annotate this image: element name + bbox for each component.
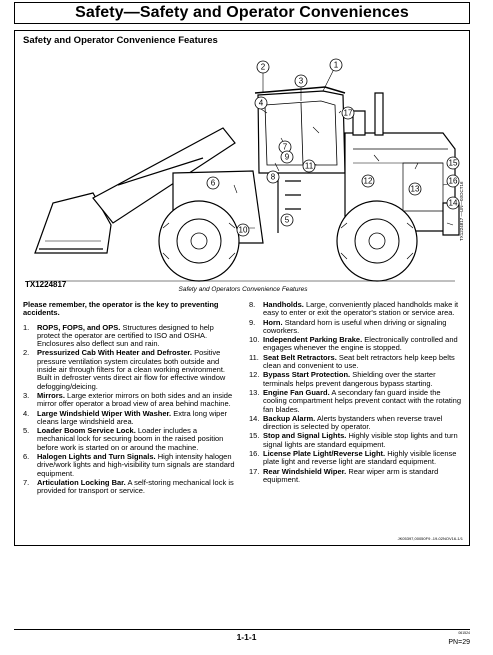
footer-code: 061524 xyxy=(458,631,470,635)
feature-item xyxy=(249,354,465,371)
callout-14: 14 xyxy=(448,198,458,208)
callout-7: 7 xyxy=(282,142,288,152)
features-column-left xyxy=(23,301,235,497)
page-number: 1-1-1 xyxy=(236,632,257,642)
feature-item xyxy=(23,349,235,390)
callout-1: 1 xyxy=(333,60,339,70)
page-title: Safety—Safety and Operator Conveniences xyxy=(75,4,409,21)
feature-title: Pressurized Cab With Heater and Defroster. xyxy=(37,348,192,358)
feature-number: 9. xyxy=(249,317,256,327)
callout-15: 15 xyxy=(448,158,458,168)
feature-title: Horn. xyxy=(263,317,283,327)
side-code: TX1224817 —UN—03OCT16 xyxy=(459,181,464,241)
feature-title: Engine Fan Guard. xyxy=(263,387,330,397)
feature-title: Handholds. xyxy=(263,300,304,309)
feature-description: Large, conveniently placed handholds make it easy to enter or exit the operator's station or service area. xyxy=(263,300,459,318)
feature-number: 16. xyxy=(249,449,260,459)
features-column-right xyxy=(249,301,465,485)
footer-pn: PN=29 xyxy=(448,639,470,646)
feature-item xyxy=(249,415,465,432)
feature-item xyxy=(249,468,465,485)
feature-number: 14. xyxy=(249,413,260,423)
callout-16: 16 xyxy=(448,176,458,186)
feature-description: Positive pressure ventilation system circulates both outside and inside air through filters for a clean working environment. Built in defroster vents direct air flow for effective window defogging/deicing. xyxy=(37,348,226,391)
feature-item xyxy=(23,427,235,452)
feature-number: 10. xyxy=(249,335,260,345)
feature-description: Loader includes a mechanical lock for securing boom in the raised position before work is started on or around the machine. xyxy=(37,426,224,452)
feature-number: 8. xyxy=(249,300,256,309)
callout-3: 3 xyxy=(298,76,304,86)
figure-caption: Safety and Operators Convenience Features xyxy=(178,286,308,293)
callout-10: 10 xyxy=(238,225,248,235)
feature-number: 7. xyxy=(23,477,30,487)
feature-title: License Plate Light/Reverse Light. xyxy=(263,449,386,459)
feature-number: 5. xyxy=(23,426,30,436)
page-header xyxy=(14,2,470,24)
footer-divider xyxy=(14,629,470,630)
feature-description: Electronically controlled and engages whenever the engine is stopped. xyxy=(263,335,458,353)
feature-number: 15. xyxy=(249,431,260,441)
feature-item xyxy=(23,392,235,409)
feature-description: Large exterior mirrors on both sides and an inside mirror offer operator a broad view of area behind machine. xyxy=(37,390,233,409)
feature-description: Seat belt retractors help keep belts clean and convenient to use. xyxy=(263,352,455,371)
feature-item xyxy=(249,319,465,336)
feature-number: 12. xyxy=(249,370,260,380)
feature-description: Highly visible license plate light and reverse light are standard equipment. xyxy=(263,449,457,467)
callout-4: 4 xyxy=(258,98,264,108)
wheel-loader-illustration xyxy=(23,53,461,303)
feature-title: ROPS, FOPS, and OPS. xyxy=(37,322,121,332)
feature-number: 13. xyxy=(249,387,260,397)
feature-item xyxy=(23,479,235,496)
reference-code: JK05397,00050F9 -19-02NOV16-1/1 xyxy=(397,536,463,541)
callout-6: 6 xyxy=(210,178,216,188)
safety-features-panel xyxy=(14,30,470,546)
feature-description: Structures designed to help protect the operator are certified to ISO and OSHA. Enclosures also deflect sun and rain. xyxy=(37,322,214,349)
feature-description: Shielding over the starter terminals helps prevent dangerous bypass starting. xyxy=(263,370,436,388)
feature-title: Mirrors. xyxy=(37,390,65,400)
figure-code: TX1224817 xyxy=(25,280,67,289)
feature-item xyxy=(249,371,465,388)
feature-number: 17. xyxy=(249,466,260,476)
feature-number: 4. xyxy=(23,408,30,418)
feature-item xyxy=(249,336,465,353)
feature-title: Independent Parking Brake. xyxy=(263,335,363,345)
feature-description: Extra long wiper cleans large windshield area. xyxy=(37,408,227,426)
callout-11: 11 xyxy=(304,161,314,171)
feature-item xyxy=(23,410,235,427)
callout-9: 9 xyxy=(284,152,290,162)
feature-title: Large Windshield Wiper With Washer. xyxy=(37,408,172,418)
feature-item xyxy=(249,432,465,449)
feature-title: Seat Belt Retractors. xyxy=(263,352,337,362)
feature-title: Bypass Start Protection. xyxy=(263,370,351,380)
feature-title: Halogen Lights and Turn Signals. xyxy=(37,452,156,462)
feature-description: Highly visible stop lights and turn signal lights are standard equipment. xyxy=(263,431,458,449)
feature-item xyxy=(249,450,465,467)
feature-title: Articulation Locking Bar. xyxy=(37,477,126,487)
callout-17: 17 xyxy=(343,108,353,118)
callout-12: 12 xyxy=(363,176,373,186)
feature-item xyxy=(249,389,465,414)
feature-title: Stop and Signal Lights. xyxy=(263,431,347,441)
feature-number: 6. xyxy=(23,452,30,462)
feature-item xyxy=(23,324,235,349)
feature-description: A self-storing mechanical lock is provided for transport or service. xyxy=(37,477,234,496)
feature-item xyxy=(23,453,235,478)
feature-description: Rear wiper arm is standard equipment. xyxy=(263,466,439,484)
feature-description: A secondary fan guard inside the cooling compartment helps prevent contact with the rotating fan blades. xyxy=(263,387,462,414)
feature-number: 2. xyxy=(23,348,30,358)
feature-item xyxy=(249,301,465,318)
feature-description: Alerts bystanders when reverse travel direction is selected by operator. xyxy=(263,413,443,432)
feature-description: High intensity halogen drive/work lights and high-visibility turn signals are standard equipment. xyxy=(37,452,235,478)
feature-number: 1. xyxy=(23,322,30,332)
intro-text: Please remember, the operator is the key to preventing accidents. xyxy=(23,300,219,318)
feature-number: 3. xyxy=(23,390,30,400)
callout-2: 2 xyxy=(260,62,266,72)
panel-title: Safety and Operator Convenience Features xyxy=(23,35,218,46)
feature-title: Backup Alarm. xyxy=(263,413,316,423)
callout-5: 5 xyxy=(284,215,290,225)
callout-13: 13 xyxy=(410,184,420,194)
callout-8: 8 xyxy=(270,172,276,182)
feature-number: 11. xyxy=(249,352,259,362)
feature-title: Rear Windshield Wiper. xyxy=(263,466,347,476)
feature-description: Standard horn is useful when driving or signaling coworkers. xyxy=(263,317,447,335)
feature-title: Loader Boom Service Lock. xyxy=(37,426,136,436)
